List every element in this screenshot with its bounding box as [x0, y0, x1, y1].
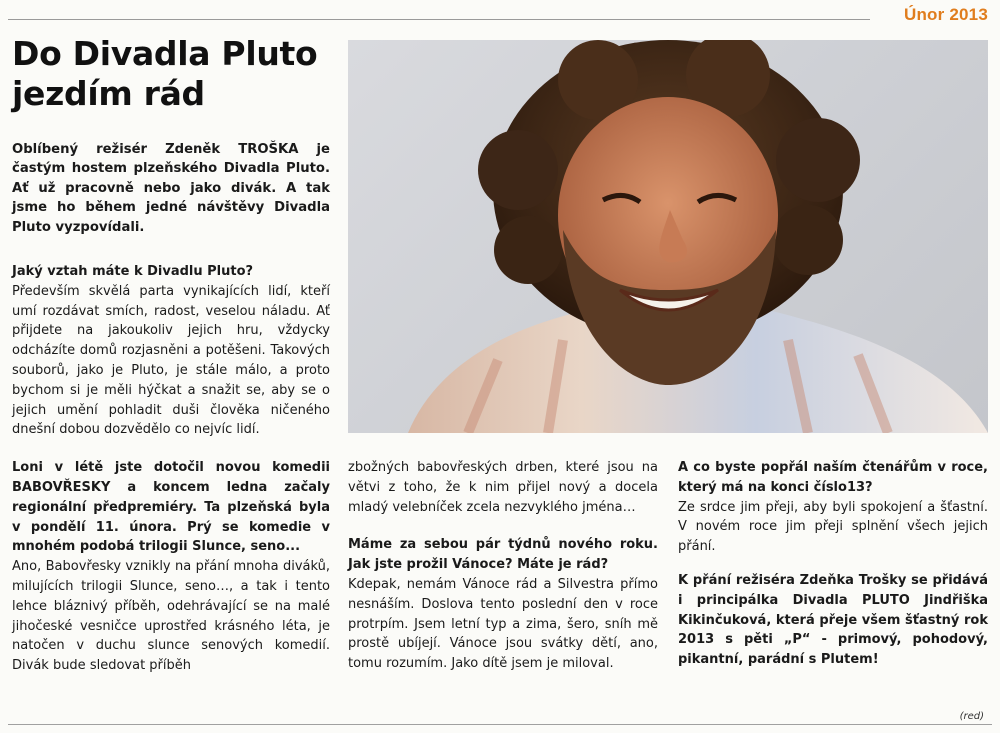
portrait-photo	[348, 40, 988, 433]
question-1: Jaký vztah máte k Divadlu Pluto?	[12, 264, 254, 279]
question-4: A co byste popřál naším čtenářům v roce, který má na konci číslo13?	[678, 460, 988, 495]
column-1	[12, 262, 330, 676]
answer-2: Ano, Babovřesky vznikly na přání mnoha diváků, milujících trilogii Slunce, seno…, a tak i tento lehce bláznivý příběh, odehrávající se na malé jihočeské vesničce uprostřed krásného léta, je natočen v duchu slunce senových komedií. Divák bude sledovat příběh	[12, 559, 330, 674]
answer-4: Ze srdce jim přeji, aby byli spokojení a šťastní. V novém roce jim přeji splnění všech jejich přání.	[678, 499, 988, 555]
answer-3: Kdepak, nemám Vánoce rád a Silvestra přímo nesnáším. Doslova tento poslední den v roce protrpím. Jsem letní typ a zima, šero, sníh mě prostě ubíjejí. Vánoce jsou svátky dětí, ano, tomu rozumím. Jako dítě jsem je miloval.	[348, 576, 658, 672]
article-title: Do Divadla Pluto jezdím rád	[12, 34, 318, 113]
author-signature: (red)	[959, 711, 984, 722]
article-lead: Oblíbený režisér Zdeněk TROŠKA je častým hostem plzeňského Divadla Pluto. Ať už pracovně nebo jako divák. A tak jsme ho během jedné návštěvy Divadla Pluto vyzpovídali.	[12, 142, 330, 235]
column-2	[348, 458, 658, 674]
question-2: Loni v létě jste dotočil novou komedii BABOVŘESKY a koncem ledna začaly regionální předpremiéry. Ta plzeňská byla v pondělí 11. února. Prý se komedie v mnohém podobá trilogii Slunce, seno...	[12, 460, 330, 555]
issue-date: Únor 2013	[903, 5, 988, 24]
header-rule	[8, 19, 870, 20]
answer-1: Především skvělá parta vynikajících lidí, kteří umí rozdávat smích, radost, veselou náladu. Ať přijdete na jakoukoliv jejich hru, vždycky odcházíte domů rozjasněni a potěšeni. Takových souborů, jako je Pluto, je stále málo, a proto bychom si je měli hýčkat a snažit se, aby se o jejich umění pohladit duši člověka ničeného dnešní dobou dozvědělo co nejvíc lidí.	[12, 283, 330, 438]
portrait-illustration	[348, 40, 988, 433]
question-3: Máme za sebou pár týdnů nového roku. Jak jste prožil Vánoce? Máte je rád?	[348, 537, 658, 573]
answer-2-continued: zbožných babovřeských drben, které jsou na větvi z toho, že k nim přijel nový a docela mladý velebníček zcela nezvyklého jména…	[348, 460, 658, 515]
footer-rule	[8, 724, 992, 725]
closing-note: K přání režiséra Zdeňka Trošky se přidává i principálka Divadla PLUTO Jindřiška Kikinčuková, která přeje všem šťastný rok 2013 s pěti „P“ - primový, pohodový, pikantní, parádní s Plutem!	[678, 572, 988, 668]
column-3	[678, 458, 988, 670]
